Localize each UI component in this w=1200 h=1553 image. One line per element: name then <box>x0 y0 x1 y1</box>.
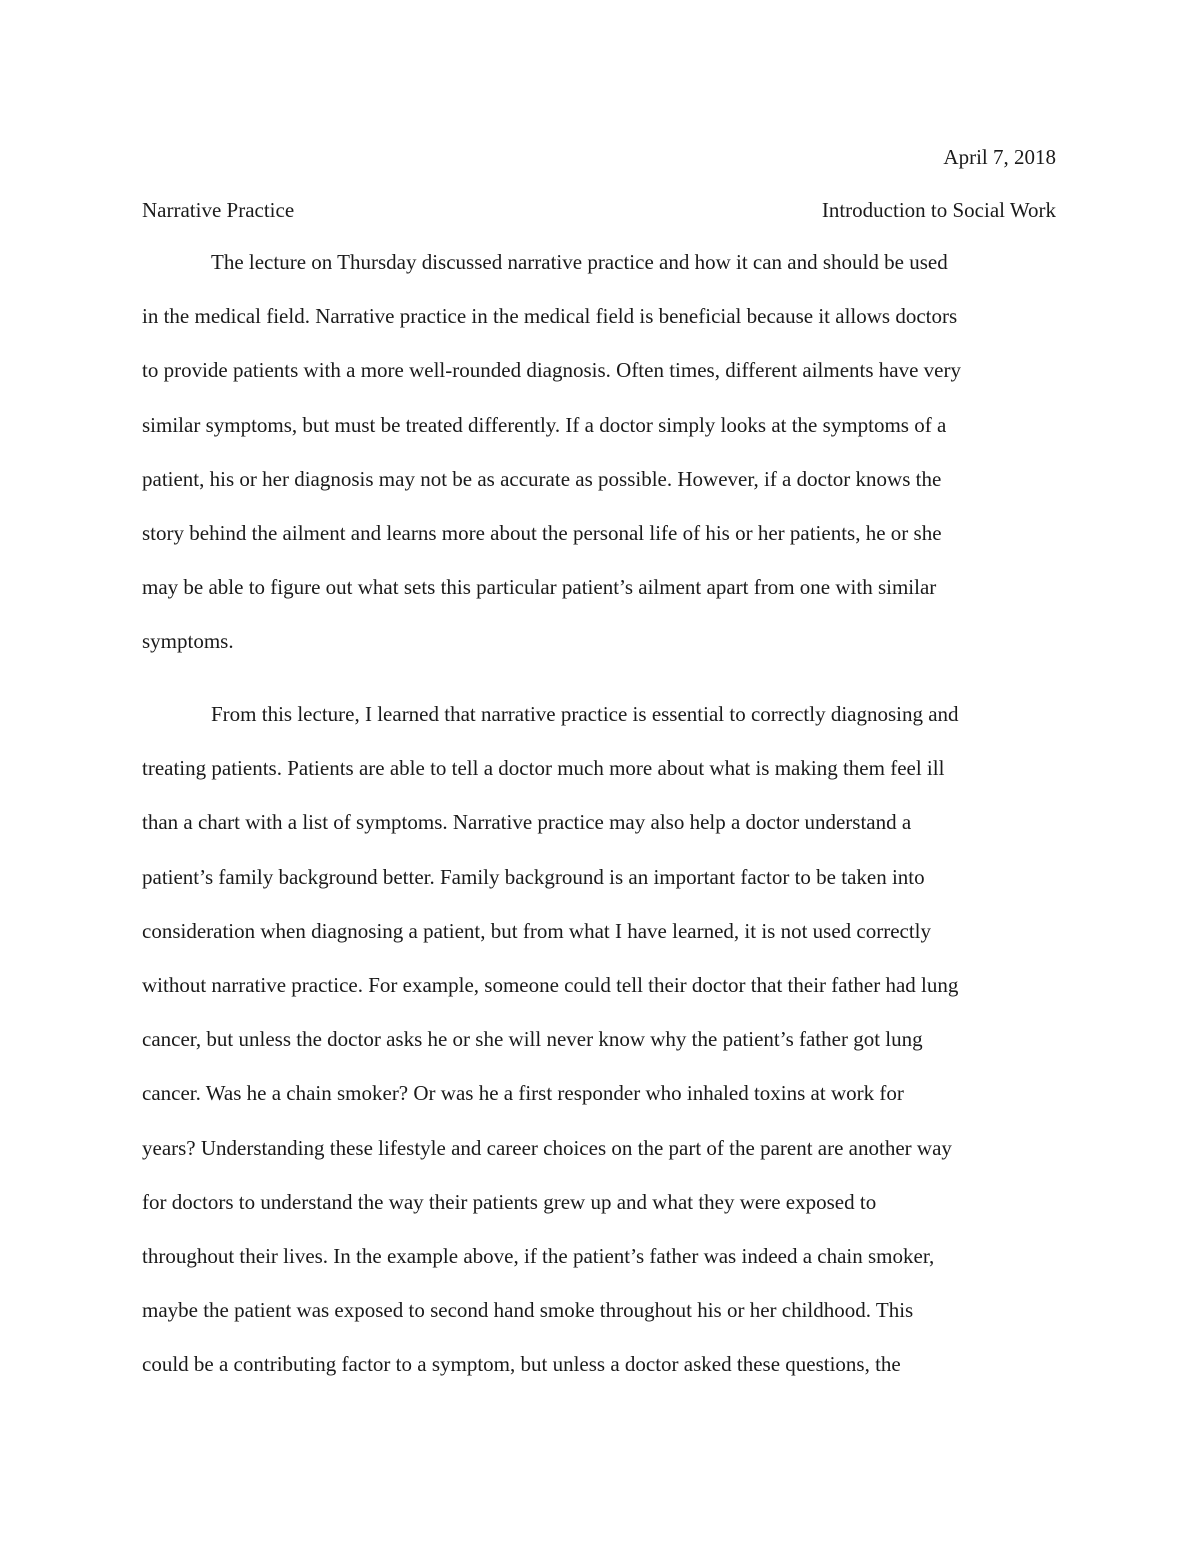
paragraph-line: similar symptoms, but must be treated differently. If a doctor simply looks at the symptoms of a <box>142 412 947 437</box>
document-title: Narrative Practice <box>142 198 295 222</box>
paragraph-line: The lecture on Thursday discussed narrative practice and how it can and should be used <box>211 250 948 274</box>
paragraph-line: for doctors to understand the way their patients grew up and what they were exposed to <box>142 1189 877 1214</box>
paragraph-line: consideration when diagnosing a patient, but from what I have learned, it is not used correctly <box>142 918 932 943</box>
paragraph-line: maybe the patient was exposed to second hand smoke throughout his or her childhood. This <box>142 1298 914 1323</box>
paragraph-2 <box>142 700 1062 1404</box>
document-header <box>142 196 1056 224</box>
paragraph-line: patient, his or her diagnosis may not be as accurate as possible. However, if a doctor knows the <box>142 466 942 491</box>
course-name: Introduction to Social Work <box>821 198 1056 222</box>
paragraph-line: may be able to figure out what sets this particular patient’s ailment apart from one with similar <box>142 575 937 600</box>
paragraph-line: to provide patients with a more well-rounded diagnosis. Often times, different ailments have very <box>142 358 961 383</box>
paragraph-1 <box>142 248 1062 682</box>
paragraph-line: in the medical field. Narrative practice in the medical field is beneficial because it allows doctors <box>142 304 958 329</box>
paragraph-line: treating patients. Patients are able to tell a doctor much more about what is making them feel ill <box>142 756 945 781</box>
paragraph-line: years? Understanding these lifestyle and career choices on the part of the parent are another way <box>142 1135 952 1160</box>
paragraph-line: patient’s family background better. Family background is an important factor to be taken into <box>142 864 925 889</box>
paragraph-line: story behind the ailment and learns more about the personal life of his or her patients, he or she <box>142 520 942 545</box>
paragraph-line: symptoms. <box>142 629 234 654</box>
document-date: April 7, 2018 <box>943 145 1056 169</box>
paragraph-line: cancer. Was he a chain smoker? Or was he a first responder who inhaled toxins at work for <box>142 1081 904 1106</box>
paragraph-line: could be a contributing factor to a symptom, but unless a doctor asked these questions, the <box>142 1352 901 1377</box>
paragraph-line: without narrative practice. For example, someone could tell their doctor that their father had lung <box>142 972 959 997</box>
paragraph-line: From this lecture, I learned that narrative practice is essential to correctly diagnosing and <box>211 702 959 726</box>
paragraph-line: throughout their lives. In the example above, if the patient’s father was indeed a chain smoker, <box>142 1243 935 1268</box>
paragraph-line: than a chart with a list of symptoms. Narrative practice may also help a doctor understand a <box>142 810 912 835</box>
paragraph-line: cancer, but unless the doctor asks he or she will never know why the patient’s father got lung <box>142 1027 923 1052</box>
